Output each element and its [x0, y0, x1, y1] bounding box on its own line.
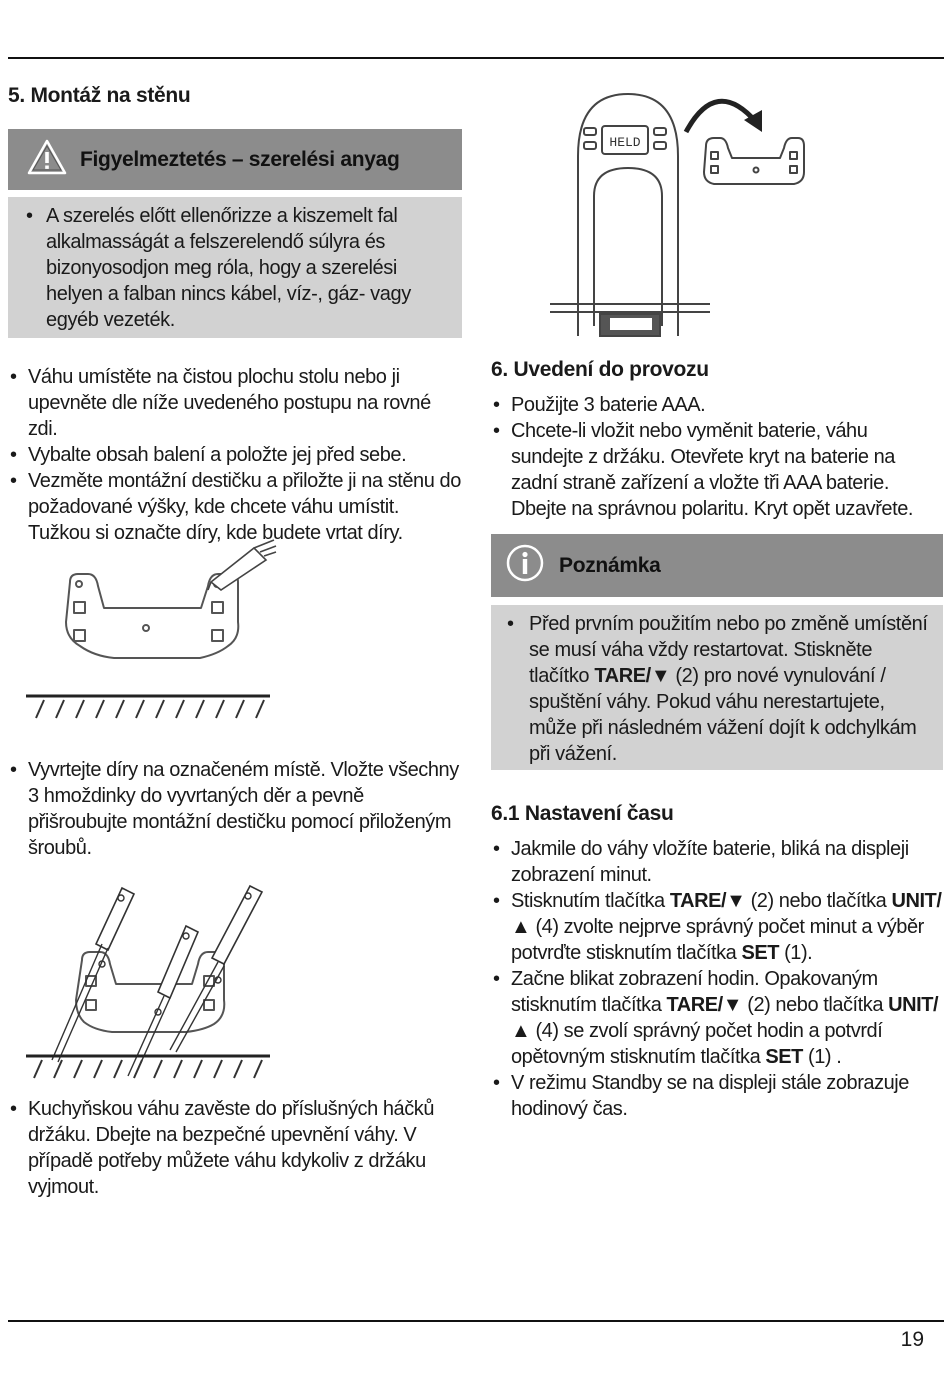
section-heading-6-1: 6.1 Nastavení času	[491, 802, 674, 825]
right-column	[491, 358, 943, 1122]
list-item: • Stisknutím tlačítka TARE/▼ (2) nebo tlačítka UNIT/▲ (4) zvolte nejprve správný počet minut a výběr potvrďte stisknutím tlačítka SET (1).	[491, 888, 943, 966]
warning-line: A szerelés előtt ellenőrizze a kiszemelt fal	[46, 205, 398, 227]
left-column-c	[8, 1096, 462, 1200]
warning-body: • A szerelés előtt ellenőrizze a kiszemelt fal alkalmasságát a felszerelendő súlyra és bizonyosodjon meg róla, hogy a szerelési helyen a falban nincs kábel, víz-, gáz- vagy egyéb vezeték.	[8, 197, 462, 338]
screws-dowels-illustration	[18, 880, 280, 1095]
key-unit: UNIT/▲	[511, 994, 939, 1042]
warning-triangle-icon	[26, 138, 70, 181]
note-header	[491, 534, 943, 597]
key-set: SET	[741, 942, 779, 964]
note-title: Poznámka	[559, 553, 661, 577]
list-item: • Chcete-li vložit nebo vyměnit baterie, váhu sundejte z držáku. Otevřete kryt na baterie na zadní straně zařízení a vložte tři AAA baterie. Dbejte na správnou polaritu. Kryt opět uzavřete.	[491, 418, 943, 522]
note-text: (2) pro nové vynulování / spuštění váhy. Pokud váhu nerestartujete, může při následném vážení dojít k odchylkám při vážení.	[529, 665, 917, 765]
scale-display-text: HELD	[609, 135, 641, 150]
bottom-rule	[8, 1320, 944, 1322]
list-item: • Jakmile do váhy vložíte baterie, bliká na displeji zobrazení minut.	[491, 836, 943, 888]
key-tare: TARE/▼	[669, 890, 746, 912]
drilling-steps-list	[8, 757, 462, 861]
note-box	[491, 534, 943, 770]
operation-list	[491, 392, 943, 522]
info-icon	[505, 543, 545, 588]
key-tare: TARE/▼	[594, 665, 671, 687]
list-item: • Vyvrtejte díry na označeném místě. Vložte všechny 3 hmoždinky do vyvrtaných děr a pevně přišroubujte montážní destičku pomocí přiloženým šroubů.	[8, 757, 462, 861]
key-set: SET	[765, 1046, 803, 1068]
list-item: • Váhu umístěte na čistou plochu stolu nebo ji upevněte dle níže uvedeného postupu na rovné zdi.	[8, 364, 462, 442]
left-column-b	[8, 757, 462, 861]
warning-header	[8, 129, 462, 190]
scale-holder-illustration	[490, 86, 820, 353]
key-tare: TARE/▼	[666, 994, 743, 1016]
list-item: • Začne blikat zobrazení hodin. Opakovaným stisknutím tlačítka TARE/▼ (2) nebo tlačítka UNIT/▲ (4) se zvolí správný počet hodin a potvrdí opětovným stisknutím tlačítka SET (1) .	[491, 966, 943, 1070]
list-item: • Kuchyňskou váhu zavěste do příslušných háčků držáku. Dbejte na bezpečné upevnění váhy. V případě potřeby můžete váhu kdykoliv z držáku vyjmout.	[8, 1096, 462, 1200]
note-text: Před prvním použitím nebo po změně umístění se musí váha vždy restartovat. Stiskněte tlačítko	[529, 613, 928, 687]
warning-line: helyen a falban nincs kábel, víz-, gáz- vagy	[46, 283, 411, 305]
warning-line: egyéb vezeték.	[46, 309, 175, 331]
warning-line: bizonyosodjon meg róla, hogy a szerelési	[46, 257, 397, 279]
mounting-steps-list	[8, 364, 462, 546]
bracket-marking-illustration	[18, 538, 280, 733]
time-setting-list	[491, 836, 943, 1122]
key-unit: UNIT/▲	[511, 890, 942, 938]
left-column	[8, 84, 462, 546]
list-item: • Vezměte montážní destičku a přiložte ji na stěnu do požadované výšky, kde chcete váhu umístit. Tužkou si označte díry, kde budete vrtat díry.	[8, 468, 462, 546]
warning-title: Figyelmeztetés – szerelési anyag	[80, 147, 400, 171]
warning-line: alkalmasságát a felszerelendő súlyra és	[46, 231, 386, 253]
note-body: • Před prvním použitím nebo po změně umístění se musí váha vždy restartovat. Stiskněte tlačítko TARE/▼ (2) pro nové vynulování / spuštění váhy. Pokud váhu nerestartujete, může při následném vážení dojít k odchylkám při vážení.	[491, 605, 943, 770]
warning-box	[8, 129, 462, 338]
list-item: • Použijte 3 baterie AAA.	[491, 392, 943, 418]
hanging-steps-list	[8, 1096, 462, 1200]
page-number: 19	[900, 1328, 924, 1351]
list-item: • Vybalte obsah balení a položte jej před sebe.	[8, 442, 462, 468]
section-heading-6: 6. Uvedení do provozu	[491, 358, 709, 381]
list-item: • V režimu Standby se na displeji stále zobrazuje hodinový čas.	[491, 1070, 943, 1122]
section-heading-5: 5. Montáž na stěnu	[8, 84, 191, 107]
top-rule	[8, 57, 944, 59]
